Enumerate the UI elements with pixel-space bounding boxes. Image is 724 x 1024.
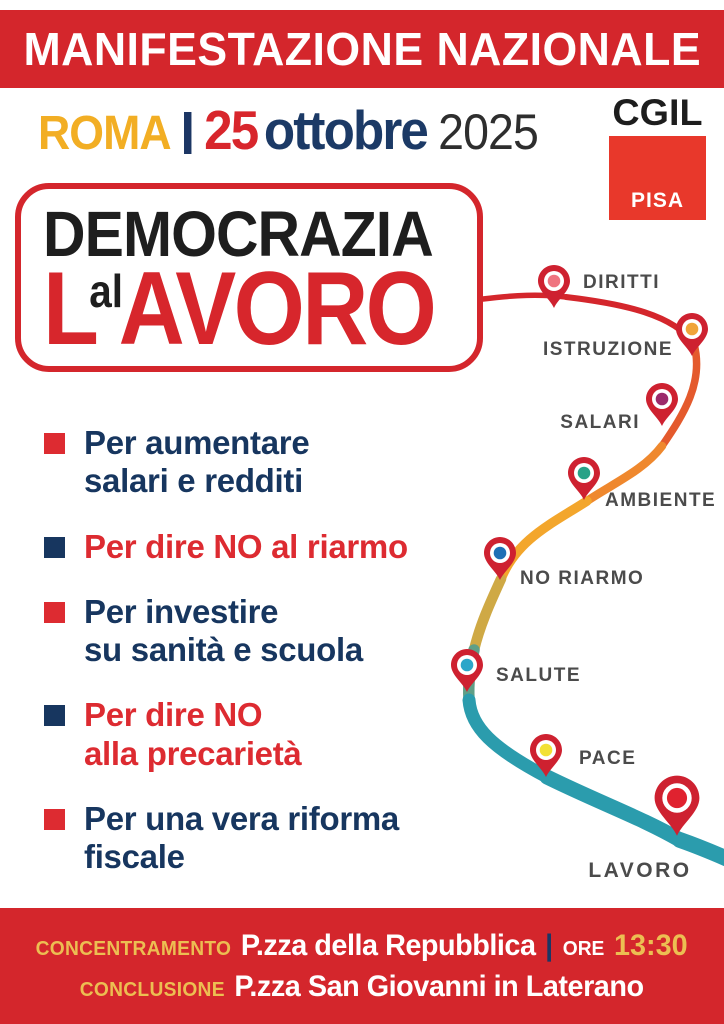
city-label: ROMA bbox=[38, 107, 171, 160]
stop-label-pace: PACE bbox=[579, 748, 637, 769]
bullet-text: Per dire NO alla precarietà bbox=[84, 696, 302, 772]
stop-label-ambiente: AMBIENTE bbox=[605, 490, 717, 511]
bullet-item-salari bbox=[44, 424, 408, 501]
bullet-list bbox=[44, 424, 408, 876]
title-avoro: AVORO bbox=[118, 251, 435, 368]
title-al: al bbox=[89, 265, 123, 318]
bullet-text: Per aumentare salari e redditi bbox=[84, 424, 310, 500]
title-word-democrazia: DEMOCRAZIA bbox=[43, 198, 433, 270]
map-pin-no-riarmo bbox=[484, 537, 516, 580]
map-pin-diritti bbox=[538, 265, 570, 308]
bullet-square-icon bbox=[44, 433, 65, 454]
map-pin-istruzione bbox=[676, 313, 708, 356]
cgil-chapter: PISA bbox=[630, 189, 684, 212]
stop-label-salute: SALUTE bbox=[496, 665, 581, 686]
concentramento-place: P.zza della Repubblica bbox=[241, 928, 536, 962]
conclusione-label: CONCLUSIONE bbox=[80, 978, 226, 1001]
stop-label-lavoro: LAVORO bbox=[588, 859, 692, 882]
stop-label-salari: SALARI bbox=[560, 412, 640, 433]
cgil-org-name: CGIL bbox=[612, 92, 703, 133]
bullet-square-icon bbox=[44, 705, 65, 726]
footer-line-conclusione bbox=[80, 970, 644, 1004]
stop-label-istruzione: ISTRUZIONE bbox=[542, 339, 673, 360]
bullet-item-no-riarmo bbox=[44, 528, 408, 566]
map-pin-salute bbox=[451, 649, 483, 692]
bullet-square-icon bbox=[44, 809, 65, 830]
title-big-l: L bbox=[43, 251, 97, 368]
bullet-item-sanita-scuola bbox=[44, 593, 408, 670]
bullet-text: Per investire su sanità e scuola bbox=[84, 592, 363, 669]
date-month: ottobre bbox=[263, 99, 427, 161]
footer-separator: | bbox=[545, 928, 554, 962]
date-year: 2025 bbox=[438, 104, 538, 160]
title-word-lavoro bbox=[43, 251, 435, 368]
bullet-text: Per dire NO al riarmo bbox=[84, 527, 408, 565]
bullet-item-riforma-fiscale bbox=[44, 800, 408, 877]
bullet-item-precarieta bbox=[44, 696, 408, 773]
conclusione-place: P.zza San Giovanni in Laterano bbox=[234, 969, 644, 1003]
start-time: 13:30 bbox=[614, 928, 689, 962]
banner-title: MANIFESTAZIONE NAZIONALE bbox=[23, 23, 701, 75]
ore-label: ORE bbox=[563, 937, 605, 960]
stop-label-no-riarmo: NO RIARMO bbox=[520, 568, 645, 589]
map-pin-salari bbox=[646, 383, 678, 426]
footer-line-concentramento bbox=[36, 929, 688, 963]
title-box bbox=[15, 183, 483, 372]
date-day: 25 bbox=[204, 99, 258, 161]
stop-label-diritti: DIRITTI bbox=[583, 272, 660, 293]
bullet-text: Per una vera riforma fiscale bbox=[84, 799, 399, 876]
bullet-square-icon bbox=[44, 602, 65, 623]
bullet-square-icon bbox=[44, 537, 65, 558]
concentramento-label: CONCENTRAMENTO bbox=[35, 937, 232, 960]
footer-banner bbox=[0, 908, 724, 1024]
